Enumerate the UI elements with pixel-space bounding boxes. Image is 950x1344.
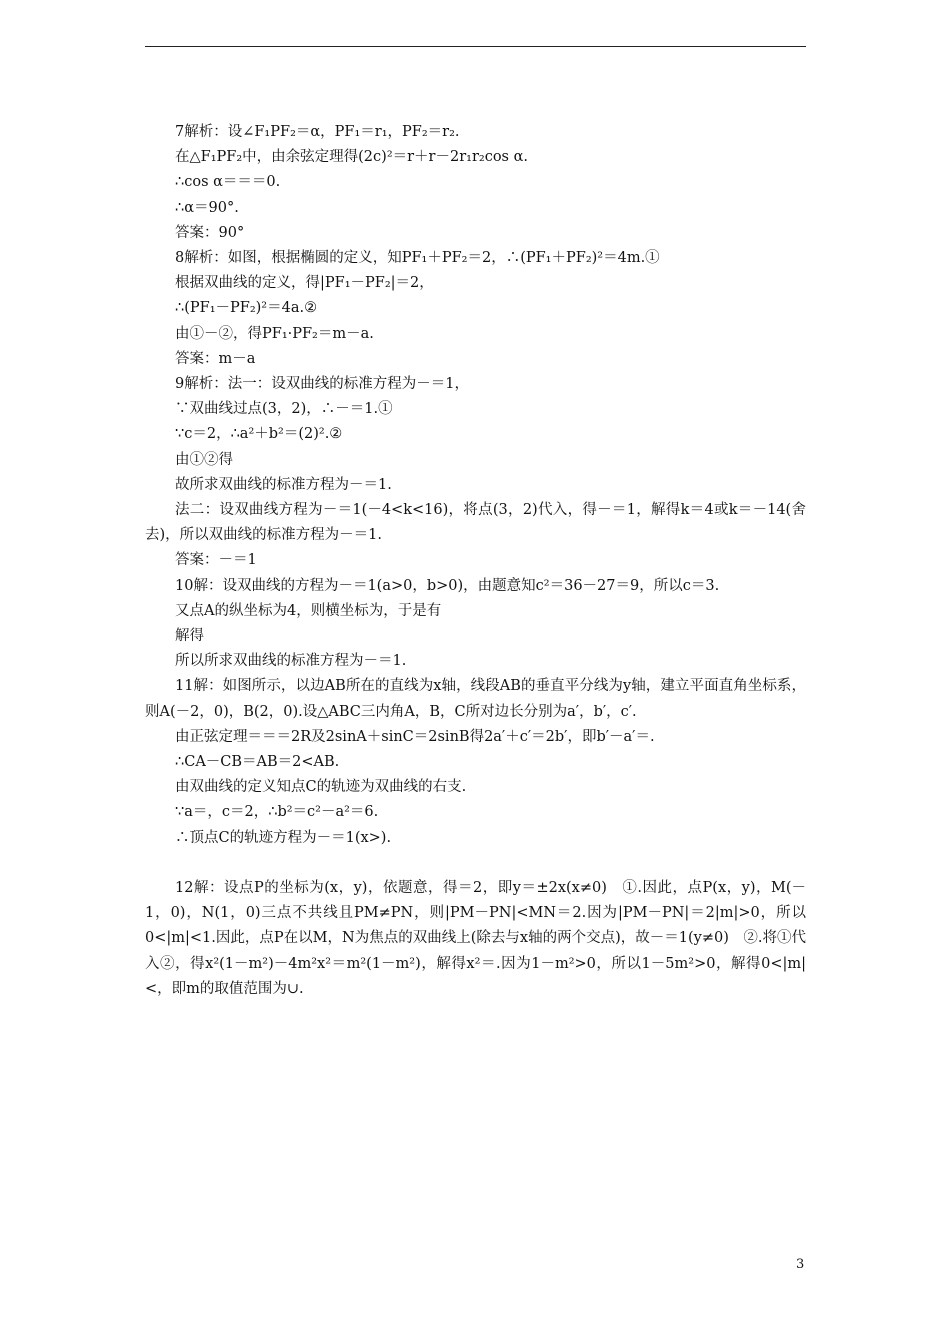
page-number: 3 xyxy=(796,1257,805,1272)
answer-line: 答案：－＝1 xyxy=(175,552,257,569)
spacer xyxy=(145,851,806,876)
text-line: 解得 xyxy=(175,628,204,645)
text-line: ∴cos α＝＝＝0. xyxy=(175,174,281,191)
text-line: 10解：设双曲线的方程为－＝1(a>0，b>0)，由题意知c²＝36－27＝9，所以c＝3. xyxy=(175,577,720,594)
text-line: 根据双曲线的定义，得|PF₁－PF₂|＝2， xyxy=(175,275,434,292)
paragraph-11: 11解：如图所示，以边AB所在的直线为x轴，线段AB的垂直平分线为y轴，建立平面直角坐标系，则A(－2，0)，B(2，0).设△ABC三内角A，B，C所对边长分别为a′，b′，c′. xyxy=(145,678,806,720)
text-line: 8解析：如图，根据椭圆的定义，知PF₁＋PF₂＝2，∴(PF₁＋PF₂)²＝4m.① xyxy=(175,250,660,267)
paragraph-12: 12解：设点P的坐标为(x，y)，依题意，得＝2，即y＝±2x(x≠0) ①.因此，点P(x，y)，M(－1，0)，N(1，0)三点不共线且PM≠PN，则|PM－PN|<MN＝2.因为|PM－PN|＝2|m|>0，所以0<|m|<1.因此，点P在以M，N为焦点的双曲线上(除去与x轴的两个交点)，故－＝1(y≠0) ②.将①代入②，得x²(1－m²)－4m²x²＝m²(1－m²)，解得x²＝.因为1－m²>0，所以1－5m²>0，解得0<|m|<，即m的取值范围为∪. xyxy=(145,879,806,997)
paragraph-method2: 法二：设双曲线方程为－＝1(－4<k<16)，将点(3，2)代入，得－＝1，解得k＝4或k＝－14(舍去)，所以双曲线的标准方程为－＝1. xyxy=(145,502,806,544)
text-line: ∵a＝，c＝2，∴b²＝c²－a²＝6. xyxy=(175,804,379,821)
text-line: 又点A的纵坐标为4，则横坐标为，于是有 xyxy=(175,602,442,619)
text-line: 由①②得 xyxy=(175,451,233,468)
text-line: ∴α＝90°. xyxy=(175,199,239,216)
text-line: 由双曲线的定义知点C的轨迹为双曲线的右支. xyxy=(175,779,467,796)
text-line: ∴(PF₁－PF₂)²＝4a.② xyxy=(175,300,318,317)
text-line: 7解析：设∠F₁PF₂＝α，PF₁＝r₁，PF₂＝r₂. xyxy=(175,124,460,140)
text-line: ∴顶点C的轨迹方程为－＝1(x>). xyxy=(175,829,392,846)
text-line: 在△F₁PF₂中，由余弦定理得(2c)²＝r＋r－2r₁r₂cos α. xyxy=(175,149,529,166)
text-line: 由正弦定理＝＝＝2R及2sinA＋sinC＝2sinB得2a′＋c′＝2b′，即b′－a′＝. xyxy=(175,728,655,745)
text-line: ∴CA－CB＝AB＝2<AB. xyxy=(175,754,340,771)
text-line: 所以所求双曲线的标准方程为－＝1. xyxy=(175,653,407,670)
solution-content xyxy=(145,120,806,1002)
text-line: 故所求双曲线的标准方程为－＝1. xyxy=(175,476,392,493)
text-line: 9解析：法一：设双曲线的标准方程为－＝1， xyxy=(175,376,469,393)
text-line: ∵双曲线过点(3，2)，∴－＝1.① xyxy=(175,401,393,418)
text-line: 由①－②，得PF₁·PF₂＝m－a. xyxy=(175,325,374,342)
text-line: ∵c＝2，∴a²＋b²＝(2)².② xyxy=(175,426,343,443)
answer-line: 答案：m－a xyxy=(175,350,256,367)
answer-line: 答案：90° xyxy=(175,224,245,241)
header-rule xyxy=(145,46,806,47)
